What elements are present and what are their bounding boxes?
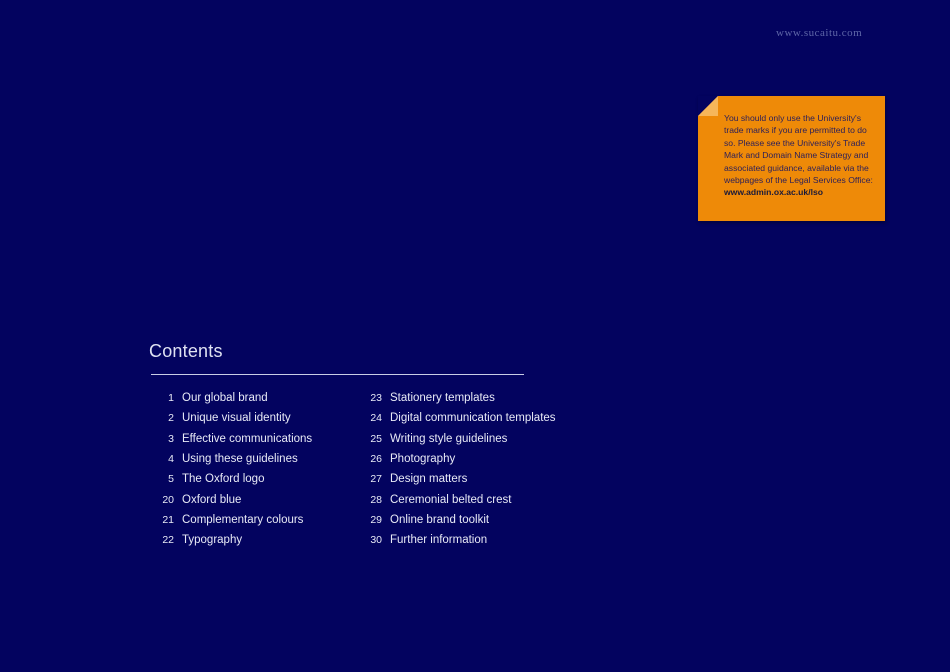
toc-item[interactable] <box>150 530 312 550</box>
toc-page-number: 20 <box>162 493 174 506</box>
toc-page-number: 30 <box>370 534 382 547</box>
note-body <box>724 112 874 199</box>
toc-page-number: 29 <box>370 513 382 526</box>
toc-page-number: 26 <box>370 453 382 466</box>
note-text: You should only use the University's trade marks if you are permitted to do so. Please see the University's Trade Mark and Domain Name Strategy and associated guidance, available via the webpages of the Legal Services Office: <box>724 113 873 186</box>
toc-page-number: 25 <box>370 432 382 445</box>
toc-label: Using these guidelines <box>182 453 298 466</box>
toc-label: Photography <box>390 453 456 466</box>
toc-label: Design matters <box>390 473 468 486</box>
toc-item[interactable] <box>150 388 312 408</box>
toc-item[interactable] <box>358 429 556 449</box>
toc-page-number: 27 <box>370 473 382 486</box>
toc-item[interactable] <box>358 449 556 469</box>
lso-link[interactable]: www.admin.ox.ac.uk/lso <box>724 187 824 198</box>
toc-label: Our global brand <box>182 392 268 405</box>
contents-divider <box>151 374 524 375</box>
toc-item[interactable] <box>358 388 556 408</box>
toc-page-number: 5 <box>168 473 174 486</box>
toc-label: Online brand toolkit <box>390 513 490 526</box>
toc-page-number: 1 <box>168 392 174 405</box>
toc-item[interactable] <box>150 429 312 449</box>
toc-item[interactable] <box>358 489 556 509</box>
contents-heading: Contents <box>149 341 223 361</box>
toc-label: Stationery templates <box>390 392 495 405</box>
trade-mark-note <box>698 96 885 221</box>
toc-page-number: 4 <box>168 453 174 466</box>
toc-item[interactable] <box>358 408 556 428</box>
toc-label: Oxford blue <box>182 493 242 506</box>
toc-label: Writing style guidelines <box>390 432 508 445</box>
toc-item[interactable] <box>150 510 312 530</box>
toc-label: The Oxford logo <box>182 473 265 486</box>
toc-right-column <box>358 388 556 550</box>
toc-page-number: 21 <box>162 513 174 526</box>
toc-left-column <box>150 388 312 550</box>
toc-label: Digital communication templates <box>390 412 556 425</box>
toc-label: Complementary colours <box>182 513 304 526</box>
toc-label: Typography <box>182 534 243 547</box>
watermark: www.sucaitu.com <box>776 27 863 39</box>
toc-page-number: 23 <box>370 392 382 405</box>
toc-page-number: 2 <box>168 412 174 425</box>
toc-label: Further information <box>390 534 488 547</box>
toc-item[interactable] <box>150 408 312 428</box>
toc-label: Ceremonial belted crest <box>390 493 512 506</box>
toc-label: Unique visual identity <box>182 412 291 425</box>
toc-item[interactable] <box>150 489 312 509</box>
toc-item[interactable] <box>150 469 312 489</box>
toc-page-number: 3 <box>168 432 174 445</box>
toc-item[interactable] <box>150 449 312 469</box>
toc-item[interactable] <box>358 469 556 489</box>
toc-page-number: 22 <box>162 534 174 547</box>
note-fold-corner <box>698 96 718 116</box>
toc-page-number: 24 <box>370 412 382 425</box>
toc-item[interactable] <box>358 510 556 530</box>
toc-page-number: 28 <box>370 493 382 506</box>
toc-label: Effective communications <box>182 432 313 445</box>
toc-item[interactable] <box>358 530 556 550</box>
